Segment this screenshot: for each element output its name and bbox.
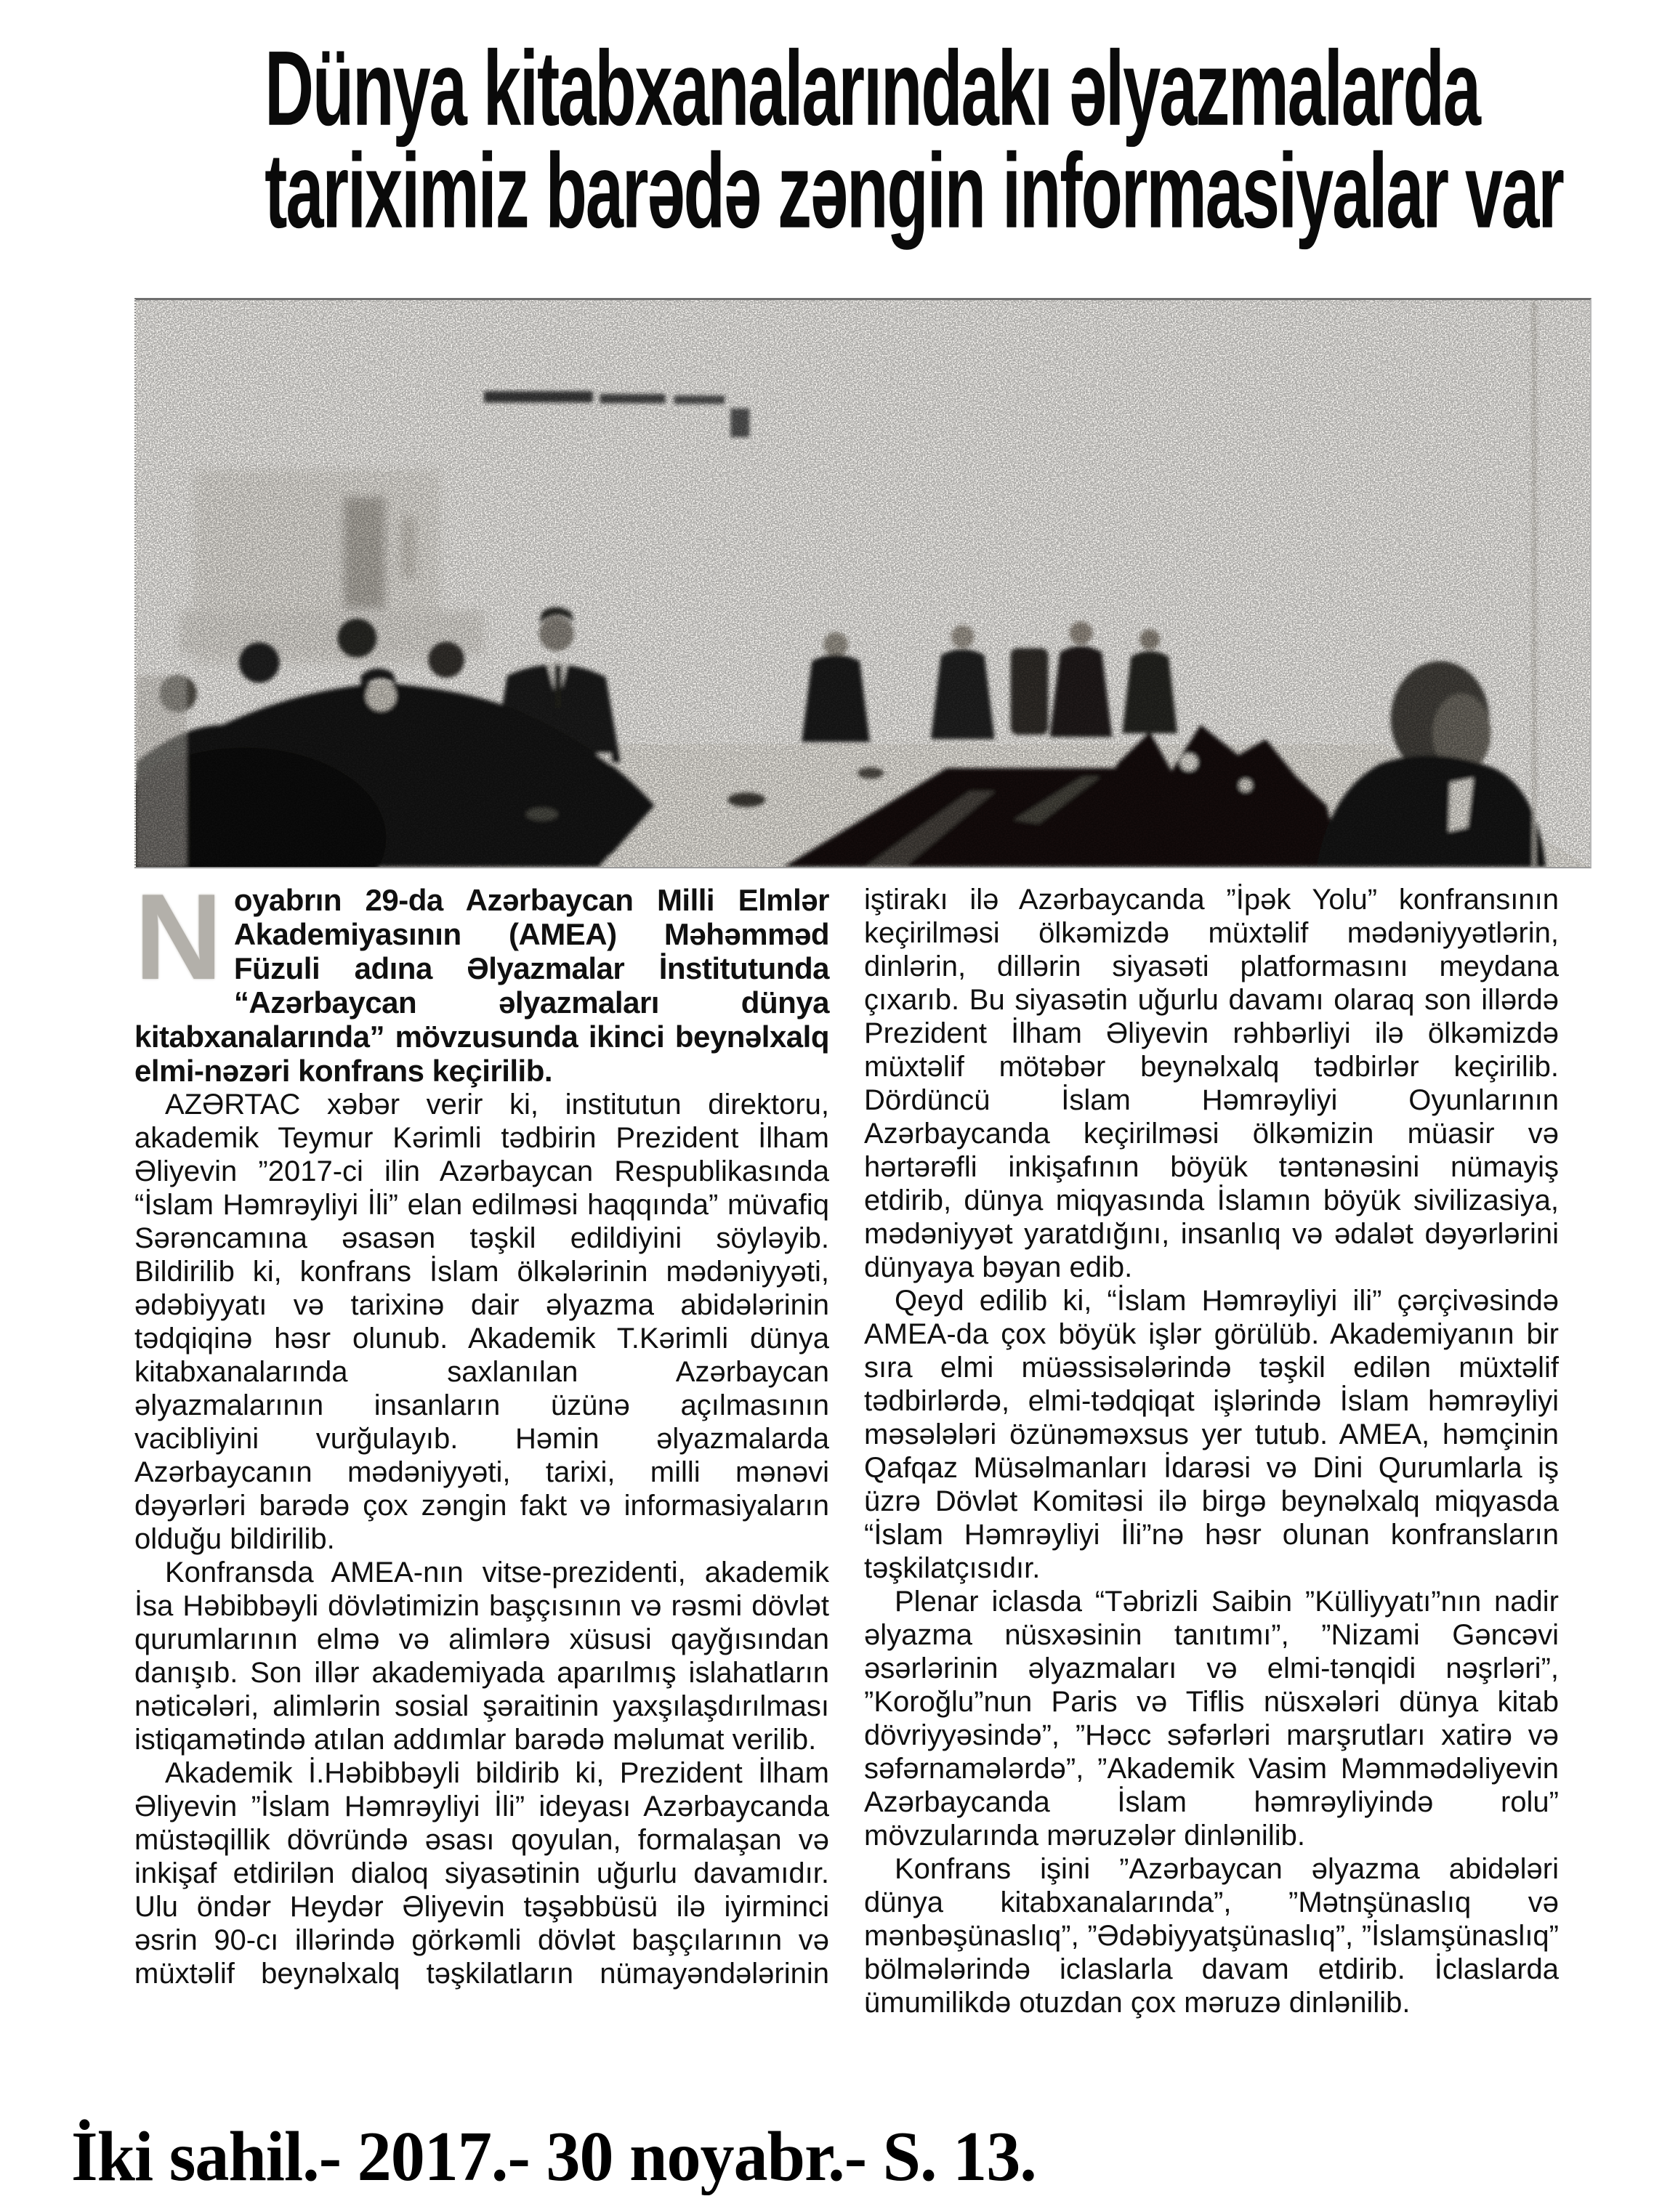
article-body bbox=[134, 868, 1559, 2019]
source-citation: İki sahil.- 2017.- 30 noyabr.- S. 13. bbox=[71, 2118, 1036, 2195]
body-paragraph: Konfrans işini ”Azərbaycan əlyazma abidələri dünya kitabxanalarında”, ”Mətnşünaslıq və mənbəşünaslıq”, ”Ədəbiyyatşünaslıq”, ”İslamşünaslıq” bölmələrində iclaslarla davam etdirib. İclaslarda ümumilikdə otuzdan çox məruzə dinlənilib. bbox=[864, 1853, 1559, 2019]
body-paragraph: Konfransda AMEA-nın vitse-prezidenti, akademik İsa Həbibbəyli dövlətimizin başçısının və rəsmi dövlət qurumlarının elmə və alimlərə xüsusi qayğısından danışıb. Son illər akademiyada aparılmış islahatların nəticələri, alimlərin sosial şəraitinin yaxşılaşdırılması istiqamətində atılan addımlar barədə məlumat verilib. bbox=[134, 1557, 829, 1756]
lead-text: oyabrın 29-da Azərbaycan Milli Elmlər Akademiyasının (AMEA) Məhəmməd Füzuli adına Əlyazmalar İnstitutunda “Azərbaycan əlyazmaları dünya kitabxanalarında” mövzusunda ikinci beynəlxalq elmi-nəzəri konfrans keçirilib. bbox=[134, 883, 829, 1088]
headline-line-2: tariximiz barədə zəngin informasiyalar var bbox=[265, 132, 1563, 251]
conference-photo bbox=[134, 298, 1592, 868]
body-paragraph: Plenar iclasda “Təbrizli Saibin ”Külliyyatı”nın nadir əlyazma nüsxəsinin tanıtımı”, ”Nizami Gəncəvi əsərlərinin əlyazmaları və elmi-tənqidi nəşrləri”, ”Koroğlu”nun Paris və Tiflis nüsxələri dünya kitab dövriyyəsində”, ”Həcc səfərləri marşrutları xatirə və səfərnamələrdə”, ”Akademik Vasim Məmmədəliyevin Azərbaycanda İslam həmrəyliyində rolu” mövzularında məruzələr dinlənilib. bbox=[864, 1586, 1559, 1852]
body-paragraph: Qeyd edilib ki, “İslam Həmrəyliyi ili” çərçivəsində AMEA-da çox böyük işlər görülüb. Akademiyanın bir sıra elmi müəssisələrində təşkil edilən müxtəlif tədbirlərdə, elmi-tədqiqat işlərində İslam həmrəyliyi məsələləri özünəməxsus yer tutub. AMEA, həmçinin Qafqaz Müsəlmanları İdarəsi və Dini Qurumlarla iş üzrə Dövlət Komitəsi ilə birgə beynəlxalq miqyasda “İslam Həmrəyliyi İli”nə həsr olunan konfransların təşkilatçısıdır. bbox=[864, 1285, 1559, 1584]
body-paragraph: AZƏRTAC xəbər verir ki, institutun direktoru, akademik Teymur Kərimli tədbirin Prezident İlham Əliyevin ”2017-ci ilin Azərbaycan Respublikasında “İslam Həmrəyliyi İli” elan edilməsi haqqında” müvafiq Sərəncamına əsasən təşkil edildiyini söyləyib. Bildirilib ki, konfrans İslam ölkələrinin mədəniyyəti, ədəbiyyatı və tarixinə dair əlyazma abidələrinin tədqiqinə həsr olunub. Akademik T.Kərimli dünya kitabxanalarında saxlanılan Azərbaycan əlyazmalarının insanların üzünə açılmasının vacibliyini vurğulayıb. Həmin əlyazmalarda Azərbaycanın mədəniyyəti, tarixi, milli mənəvi dəyərləri barədə çox zəngin fakt və informasiyaların olduğu bildirilib. bbox=[134, 1089, 829, 1555]
headline-line-1: Dünya kitabxanalarındakı əlyazmalarda bbox=[265, 29, 1480, 148]
body-paragraph: Akademik İ.Həbibbəyli bildirib ki, Prezident İlham Əliyevin ”İslam Həmrəyliyi İli” ideyası Azərbaycanda müstəqillik dövründə əsası qoyulan, formalaşan və inkişaf etdirilən dialoq siyasətinin uğurlu davamıdır. Ulu öndər Heydər Əliyevin təşəbbüsü ilə iyirminci əsrin 90-cı illərində görkəmli dövlət başçılarının və müxtəlif beynəlxalq təşkilatların nümayəndələrinin iştirakı ilə Azərbaycanda ”İpək Yolu” konfransının keçirilməsi ölkəmizdə müxtəlif mədəniyyətlərin, dinlərin, dillərin siyasəti platformasını meydana çıxarıb. Bu siyasətin uğurlu davamı olaraq son illərdə Prezident İlham Əliyevin rəhbərliyi ilə ölkəmizdə müxtəlif mötəbər beynəlxalq tədbirlər keçirilib. Dördüncü İslam Həmrəyliyi Oyunlarının Azərbaycanda keçirilməsi ölkəmizin müasir və hərtərəfli inkişafının böyük təntənəsini nümayiş etdirib, dünya miqyasında İslamın böyük sivilizasiya, mədəniyyət yaratdığını, insanlıq və ədalət dəyərlərini dünyaya bəyan edib. bbox=[134, 884, 1559, 1990]
lead-paragraph bbox=[134, 868, 829, 1088]
conference-photo-scene bbox=[136, 300, 1590, 867]
dropcap-letter: N bbox=[134, 868, 222, 1005]
headline bbox=[0, 29, 1654, 251]
halftone-grain-overlay bbox=[136, 300, 1590, 867]
